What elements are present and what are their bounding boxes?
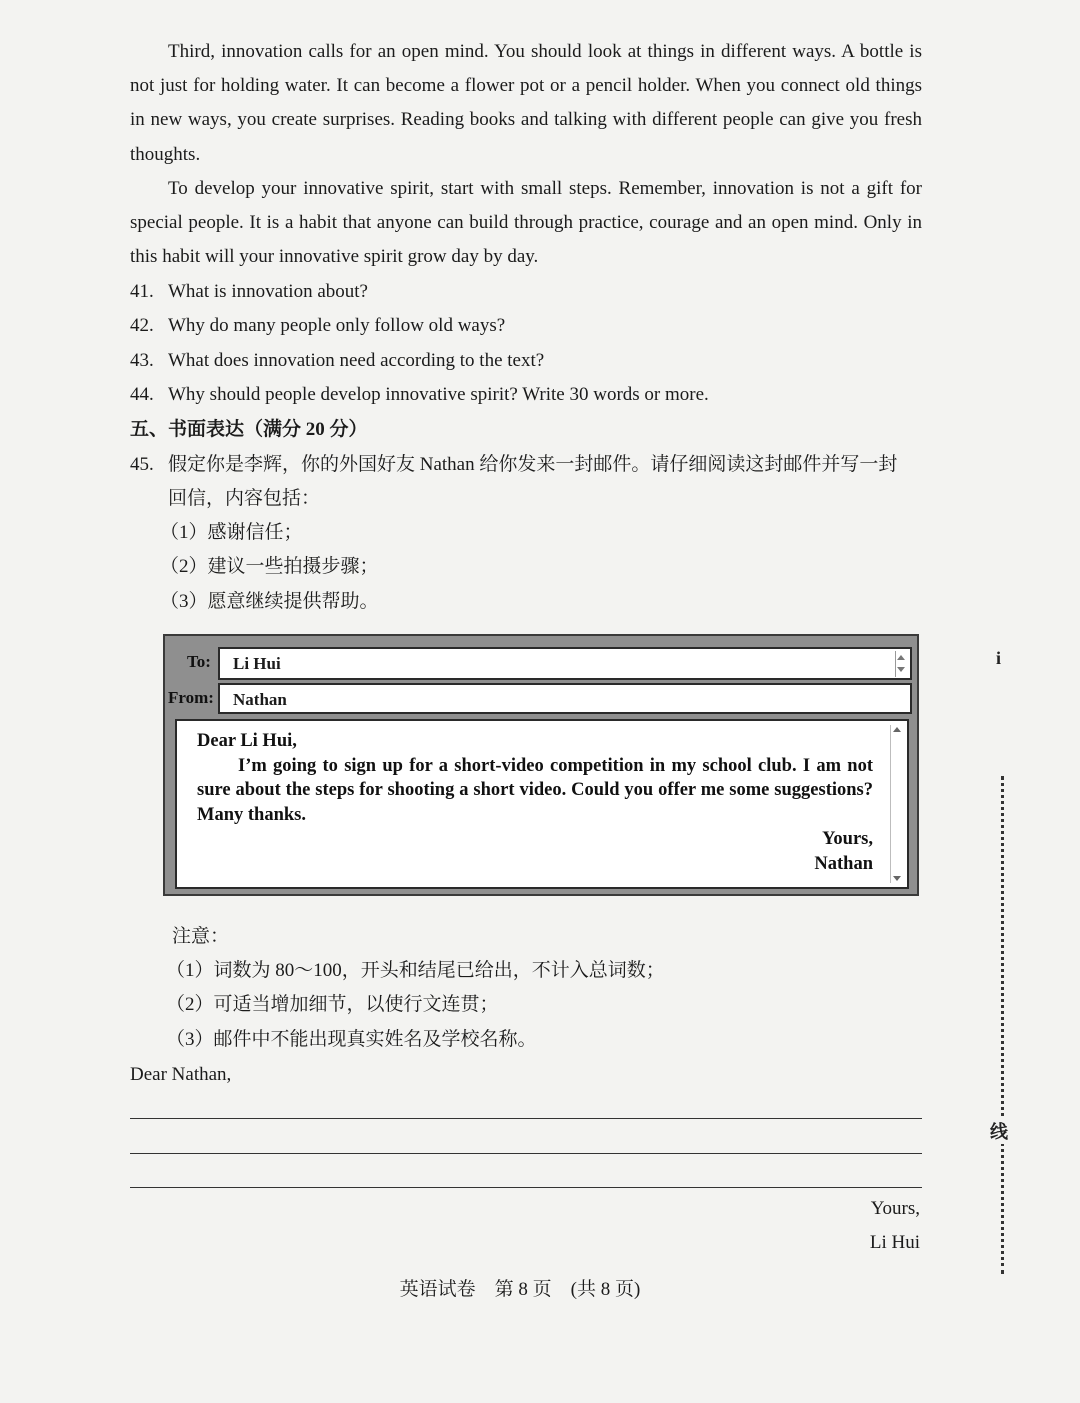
email-signature: Nathan: [814, 853, 873, 874]
email-scrollbar: [890, 725, 903, 883]
from-field: Nathan: [218, 683, 912, 714]
to-label: To:: [187, 652, 211, 671]
page-footer: 英语试卷 第 8 页 (共 8 页): [399, 1279, 641, 1300]
question-41: 41. What is innovation about?: [130, 281, 368, 302]
section-heading: 五、书面表达（满分 20 分）: [130, 419, 368, 440]
note-item: （2）可适当增加细节，以使行文连贯；: [166, 994, 499, 1015]
margin-mark: i: [996, 648, 1002, 668]
note-item: （1）词数为 80～100，开头和结尾已给出，不计入总词数；: [166, 960, 665, 981]
question-43: 43. What does innovation need according to the text?: [130, 350, 545, 371]
question-45-continued: 回信，内容包括：: [168, 488, 321, 509]
answer-line: [130, 1187, 922, 1188]
reply-greeting: Dear Nathan,: [130, 1064, 232, 1085]
requirement-item: （1）感谢信任；: [160, 522, 303, 543]
answer-line: [130, 1118, 922, 1119]
email-greeting: Dear Li Hui,: [197, 731, 297, 751]
reply-signature: Li Hui: [869, 1232, 920, 1253]
binding-dotted-line: [1001, 776, 1004, 1274]
passage: [130, 35, 922, 274]
to-field: Li Hui: [218, 647, 912, 680]
question-44: 44. Why should people develop innovative spirit? Write 30 words or more.: [130, 384, 709, 405]
from-label: From:: [168, 688, 214, 707]
passage-paragraph: To develop your innovative spirit, start with small steps. Remember, innovation is not a gift for special people. It is a habit that anyone can build through practice, courage and an open mind. Only in this habit will your innovative spirit grow day by day.: [130, 177, 922, 268]
email-message: I’m going to sign up for a short-video competition in my school club. I am not sure about the steps for shooting a short video. Could you offer me some suggestions? Many thanks.: [197, 755, 873, 825]
reply-closing: Yours,: [870, 1198, 920, 1219]
requirement-item: （3）愿意继续提供帮助。: [160, 591, 379, 612]
note-item: （3）邮件中不能出现真实姓名及学校名称。: [166, 1029, 537, 1050]
requirement-item: （2）建议一些拍摄步骤；: [160, 556, 379, 577]
notes-title: 注意：: [172, 926, 230, 947]
email-window: [163, 634, 919, 896]
email-body: [175, 719, 909, 889]
email-closing: Yours,: [822, 829, 873, 849]
binding-line-label: 线: [990, 1118, 1008, 1144]
answer-line: [130, 1153, 922, 1154]
question-45: 45. 假定你是李辉，你的外国好友 Nathan 给你发来一封邮件。请仔细阅读这封邮件并写一封: [130, 454, 898, 475]
question-42: 42. Why do many people only follow old ways?: [130, 315, 506, 336]
to-field-spinner: [895, 651, 906, 677]
passage-paragraph: Third, innovation calls for an open mind. You should look at things in different ways. A bottle is not just for holding water. It can become a flower pot or a pencil holder. When you connect old things in new ways, you create surprises. Reading books and talking with different people can give you fresh thoughts.: [130, 41, 922, 165]
